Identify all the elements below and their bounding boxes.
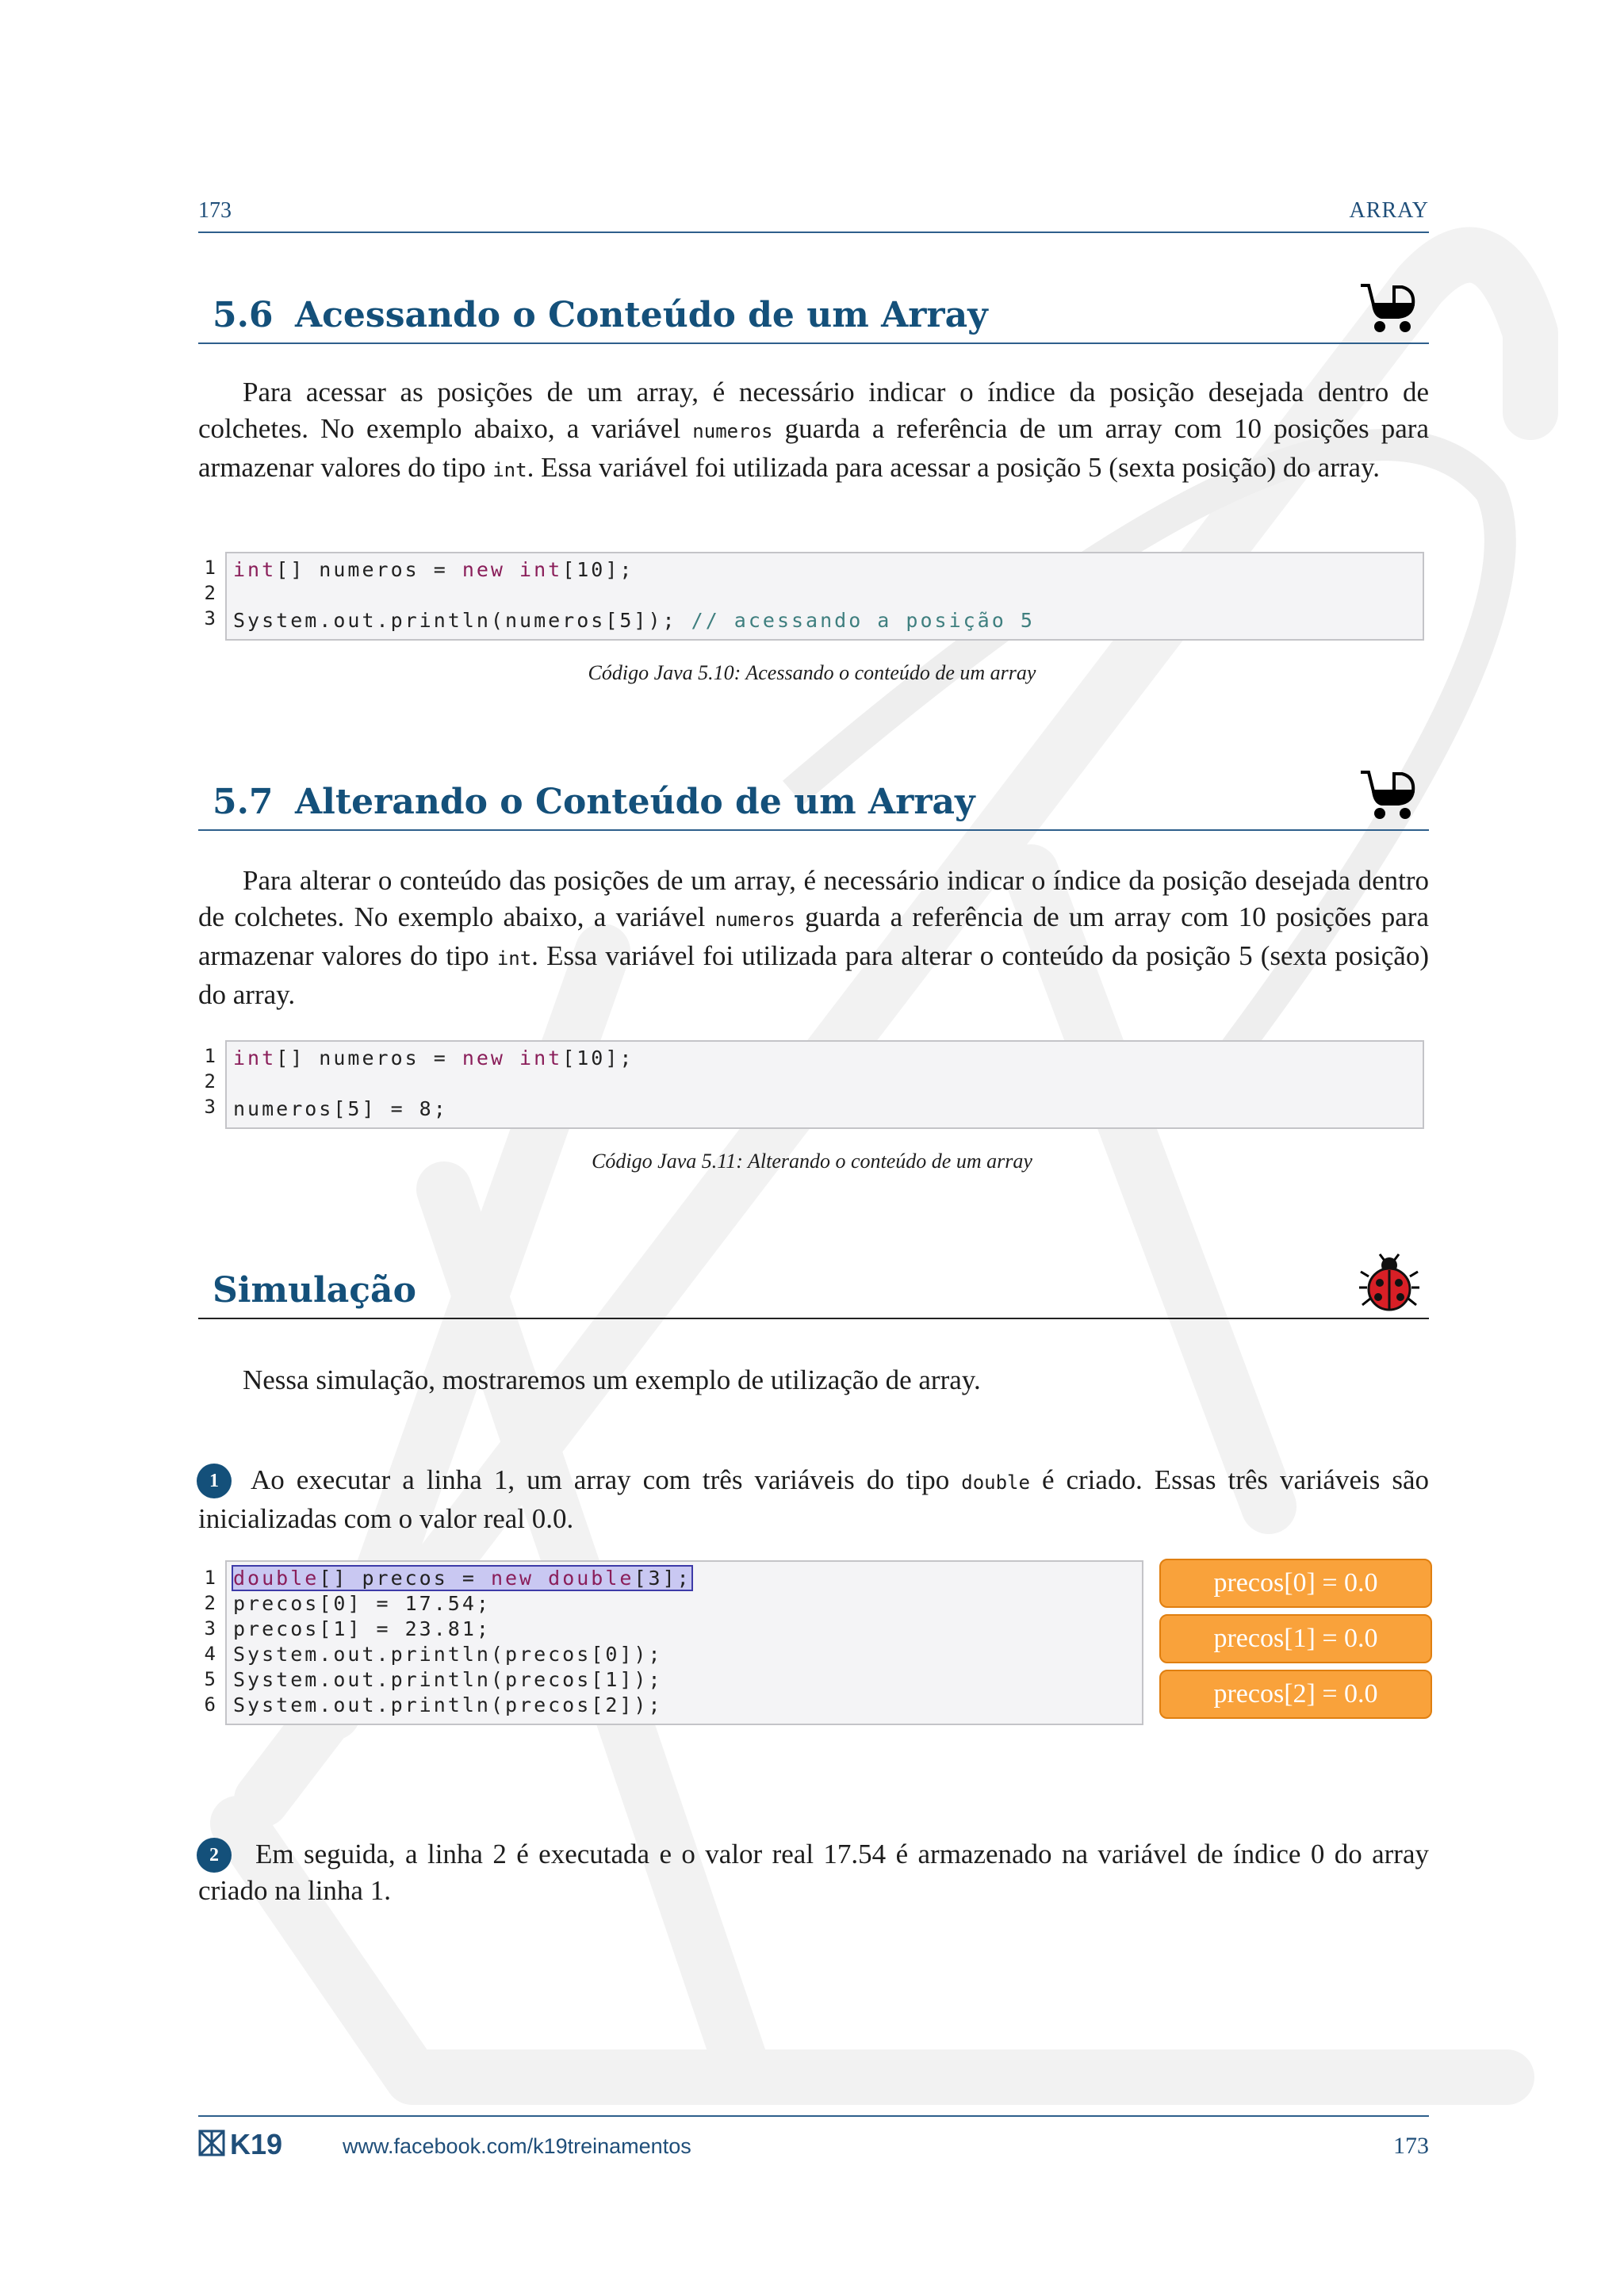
- line-number: 2: [204, 1592, 216, 1614]
- section-number: 5.6: [213, 295, 274, 335]
- memory-cell-precos-1: precos[1] = 0.0: [1159, 1614, 1432, 1663]
- line-number: 2: [204, 1070, 216, 1093]
- line-number: 2: [204, 582, 216, 604]
- baby-carriage-icon: [1358, 282, 1418, 335]
- memory-cell-precos-0: precos[0] = 0.0: [1159, 1559, 1432, 1608]
- inline-code-numeros: numeros: [692, 420, 773, 442]
- line-number: 3: [204, 1096, 216, 1118]
- section-title-text: Acessando o Conteúdo de um Array: [295, 295, 988, 335]
- simulation-title: Simulação: [213, 1270, 416, 1311]
- code-line: System.out.println(precos[1]);: [233, 1668, 663, 1691]
- simulation-intro: Nessa simulação, mostraremos um exemplo de utilização de array.: [243, 1364, 981, 1395]
- k19-logo-text: K19: [230, 2130, 283, 2158]
- footer-url-link[interactable]: www.facebook.com/k19treinamentos: [343, 2134, 691, 2158]
- line-number: 1: [204, 557, 216, 579]
- section-rule: [198, 1318, 1429, 1319]
- code-line: int[] numeros = new int[10];: [233, 558, 634, 581]
- header-page-number: 173: [198, 198, 232, 223]
- code-caption: Código Java 5.10: Acessando o conteúdo de um array: [588, 661, 1036, 684]
- section-rule: [198, 342, 1429, 344]
- code-line: System.out.println(precos[2]);: [233, 1693, 663, 1716]
- footer-page-number: 173: [1393, 2133, 1429, 2159]
- line-number: 3: [204, 607, 216, 629]
- inline-code-int: int: [492, 459, 527, 481]
- section-title-text: Alterando o Conteúdo de um Array: [295, 782, 975, 822]
- line-number: 4: [204, 1643, 216, 1665]
- k19-logo: [198, 2130, 317, 2161]
- code-line-highlighted: double[] precos = new double[3];: [233, 1567, 691, 1590]
- section-rule: [198, 829, 1429, 831]
- code-line: precos[1] = 23.81;: [233, 1617, 491, 1640]
- code-listing-5-11: [225, 1040, 1424, 1129]
- code-line: int[] numeros = new int[10];: [233, 1047, 634, 1070]
- simulation-code-listing: [225, 1560, 1143, 1725]
- code-caption: Código Java 5.11: Alterando o conteúdo de um array: [592, 1150, 1032, 1173]
- inline-code-double: double: [961, 1471, 1030, 1494]
- line-number: 6: [204, 1693, 216, 1716]
- line-number: 1: [204, 1045, 216, 1067]
- line-number: 1: [204, 1567, 216, 1589]
- inline-code-numeros: numeros: [714, 909, 795, 931]
- footer-rule: [198, 2115, 1429, 2117]
- baby-carriage-icon: [1358, 769, 1418, 821]
- section-5-6-title: [213, 295, 988, 335]
- line-number: 3: [204, 1617, 216, 1640]
- section-5-7-paragraph: Para alterar o conteúdo das posições de um array, é necessário indicar o índice da posição desejada dentro de colchetes. No exemplo abaixo, a variável numeros guarda a referência de um array com 10 posições para armazenar valores do tipo int. Essa variável foi utilizada para alterar o conteúdo da posição 5 (sexta posição) do array.: [198, 865, 1429, 1010]
- k19-logo-icon: [198, 2130, 317, 2158]
- ladybug-icon: [1358, 1253, 1421, 1314]
- step-2-text: Em seguida, a linha 2 é executada e o valor real 17.54 é armazenado na variável de índice 0 do array criado na linha 1.: [198, 1839, 1429, 1906]
- code-line: System.out.println(numeros[5]); // acessando a posição 5: [233, 609, 1035, 632]
- header-chapter-title: ARRAY: [1349, 198, 1429, 223]
- code-line: precos[0] = 17.54;: [233, 1592, 491, 1615]
- section-number: 5.7: [213, 782, 274, 822]
- memory-cell-precos-2: precos[2] = 0.0: [1159, 1670, 1432, 1719]
- code-line: System.out.println(precos[0]);: [233, 1643, 663, 1666]
- line-number: 5: [204, 1668, 216, 1690]
- section-5-7-title: [213, 782, 975, 822]
- step-badge-2: 2: [197, 1838, 232, 1873]
- step-1-text: Ao executar a linha 1, um array com três variáveis do tipo double é criado. Essas três variáveis são inicializadas com o valor real 0.0.: [198, 1464, 1429, 1534]
- step-badge-1: 1: [197, 1464, 232, 1498]
- section-5-6-paragraph: Para acessar as posições de um array, é necessário indicar o índice da posição desejada dentro de colchetes. No exemplo abaixo, a variável numeros guarda a referência de um array com 10 posições para armazenar valores do tipo int. Essa variável foi utilizada para acessar a posição 5 (sexta posição) do array.: [198, 377, 1429, 483]
- inline-code-int: int: [496, 947, 532, 970]
- header-rule: [198, 232, 1429, 233]
- code-listing-5-10: [225, 552, 1424, 641]
- code-line: numeros[5] = 8;: [233, 1097, 448, 1120]
